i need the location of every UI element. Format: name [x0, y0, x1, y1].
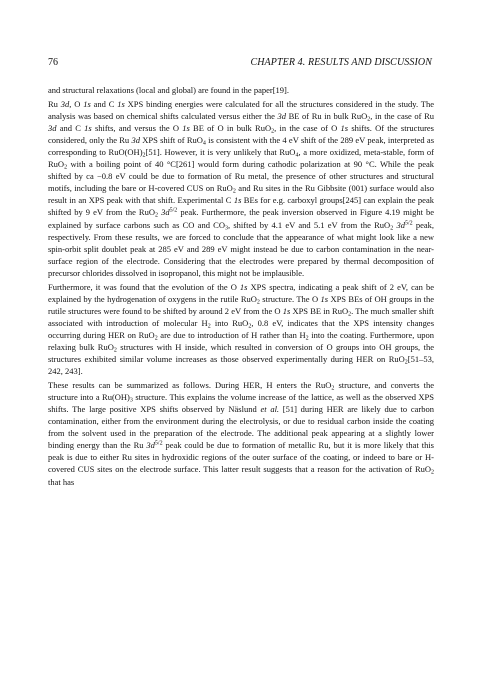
running-header	[48, 56, 432, 70]
body-text	[48, 84, 434, 489]
paragraph-1: and structural relaxations (local and global) are found in the paper[19].	[48, 85, 289, 95]
paragraph-2: Ru 3d, O 1s and C 1s XPS binding energies were calculated for all the structures considered in the study. The analysis was based on chemical shifts calculated versus either the 3d BE of Ru in bulk RuO$_2$, in the case of Ru 3d and C 1s shifts, and versus the O 1s BE of O in bulk RuO$_2$, in the case of O 1s shifts. Of the structures considered, only the Ru 3d XPS shift of RuO$_4$ is consistent with the 4 eV shift of the 289 eV peak, interpreted as corresponding to $RuO(OH)_2[51]$. However, it is very unlikely that RuO$_4$, a more oxidized, meta-stable, form of RuO$_2$ with a boiling point of 40 °C[261] would form during cathodic polarization at 90 °C. While the peak shifted by ca −0.8 eV could be due to formation of Ru metal, the presence of other structures and structural motifs, including the bare or H-covered CUS on RuO$_2$ and Ru sites in the Ru Gibbsite (001) surface would also result in an XPS peak with that shift. Experimental C 1s BEs for e.g. carboxyl groups[245] can explain the peak shifted by 9 eV from the RuO$_2$ $3d^{5/2}$ peak. Furthermore, the peak inversion observed in Figure 4.19 might be explained by surface carbons such as CO and $CO_3$, shifted by 4.1 eV and 5.1 eV from the RuO$_2$ $3d^{5/2}$ peak, respectively. From these results, we are forced to conclude that the appearance of what might look like a new spin-orbit split doublet peak at 285 eV and 289 eV might instead be due to carbon contamination in the near-surface region of the electrode. Considering that the electrodes were prepared by thermal decomposition of precursor chlorides dissolved in isopropanol, this might not be implausible.	[48, 98, 435, 278]
chapter-title: CHAPTER 4. RESULTS AND DISCUSSION	[250, 57, 432, 68]
paragraph-3: Furthermore, it was found that the evolution of the O 1s XPS spectra, indicating a peak shift of 2 eV, can be explained by the hydrogenation of oxygens in the rutile RuO$_2$ structure. The O 1s XPS BEs of OH groups in the rutile structures were found to be shifted by around 2 eV from the O 1s XPS BE in RuO$_2$. The much smaller shift associated with introduction of molecular $H_2$ into RuO$_2$, 0.8 eV, indicates that the XPS intensity changes occurring during HER on RuO$_2$ are due to introduction of H rather than $H_2$ into the coating. Furthermore, upon relaxing bulk RuO$_2$ structures with H inside, which resulted in conversion of O groups into OH groups, the structures exhibited similar volume increases as those observed experimentally during HER on RuO$_2$[51–53, 242, 243].	[48, 281, 435, 377]
page-number: 76	[48, 57, 58, 68]
paragraph-4: These results can be summarized as follows. During HER, H enters the RuO$_2$ structure, and converts the structure into a $Ru(OH)_3$ structure. This explains the volume increase of the lattice, as well as the observed XPS shifts. The large positive XPS shifts observed by Näslund et al. [51] during HER are likely due to carbon contamination, either from the environment during the electrolysis, or due to residual carbon inside the coating from the solvent used in the preparation of the electrode. The additional peak appearing at a slightly lower binding energy than the Ru $3d^{5/2}$ peak could be due to formation of metallic Ru, but it is more likely that this peak is due to either Ru sites in hydroxidic regions of the outer surface of the coating, or indeed to bare or H-covered CUS sites on the electrode surface. This latter result suggests that a reason for the activation of RuO$_2$ that has	[48, 379, 435, 487]
